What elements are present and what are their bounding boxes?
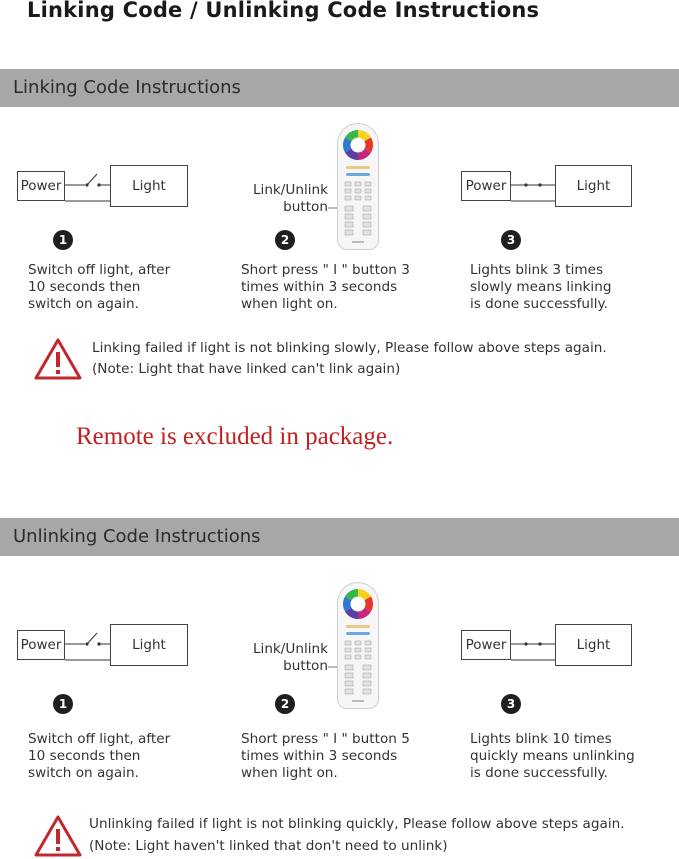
closed-switch-icon	[511, 627, 555, 667]
warning-triangle-icon	[34, 814, 82, 858]
unlinking-section-title: Unlinking Code Instructions	[13, 526, 261, 547]
light-box: Light	[110, 165, 188, 207]
step-2-text: Short press " I " button 3 times within 3 seconds when light on.	[241, 262, 410, 312]
step-number-3: 3	[501, 230, 521, 250]
linking-warning-text: Linking failed if light is not blinking slowly, Please follow above steps again.	[92, 340, 607, 356]
unlinking-warning-note: (Note: Light haven't linked that don't need to unlink)	[89, 838, 448, 854]
remote-control-icon	[337, 582, 379, 709]
closed-switch-icon	[511, 168, 555, 208]
open-switch-icon	[65, 627, 110, 667]
page-title: Linking Code / Unlinking Code Instructions	[27, 0, 540, 22]
remote-excluded-note: Remote is excluded in package.	[76, 423, 394, 450]
remote-face	[338, 124, 378, 249]
power-box: Power	[461, 171, 511, 201]
step-1-text: Switch off light, after 10 seconds then switch on again.	[28, 262, 171, 312]
power-box: Power	[461, 630, 511, 660]
power-box: Power	[17, 630, 65, 660]
remote-face	[338, 583, 378, 708]
step-3-text: Lights blink 3 times slowly means linking is done successfully.	[470, 262, 612, 312]
step-number-2: 2	[275, 230, 295, 250]
linking-section-title: Linking Code Instructions	[13, 77, 241, 98]
remote-control-icon	[337, 123, 379, 250]
step-1-text: Switch off light, after 10 seconds then switch on again.	[28, 731, 171, 781]
unlinking-warning-text: Unlinking failed if light is not blinking quickly, Please follow above steps again.	[89, 816, 625, 832]
power-box: Power	[17, 171, 65, 201]
step-3-text: Lights blink 10 times quickly means unlinking is done successfully.	[470, 731, 635, 781]
linking-warning-note: (Note: Light that have linked can't link again)	[92, 361, 401, 377]
light-box: Light	[110, 624, 188, 666]
light-box: Light	[555, 624, 632, 666]
warning-triangle-icon	[34, 337, 82, 381]
light-box: Light	[555, 165, 632, 207]
step-number-2: 2	[275, 694, 295, 714]
step-2-text: Short press " I " button 5 times within 3 seconds when light on.	[241, 731, 410, 781]
link-unlink-button-label: Link/Unlink button	[252, 182, 328, 215]
step-number-3: 3	[501, 694, 521, 714]
step-number-1: 1	[53, 694, 73, 714]
link-unlink-button-label: Link/Unlink button	[252, 641, 328, 674]
open-switch-icon	[65, 168, 110, 208]
step-number-1: 1	[53, 230, 73, 250]
